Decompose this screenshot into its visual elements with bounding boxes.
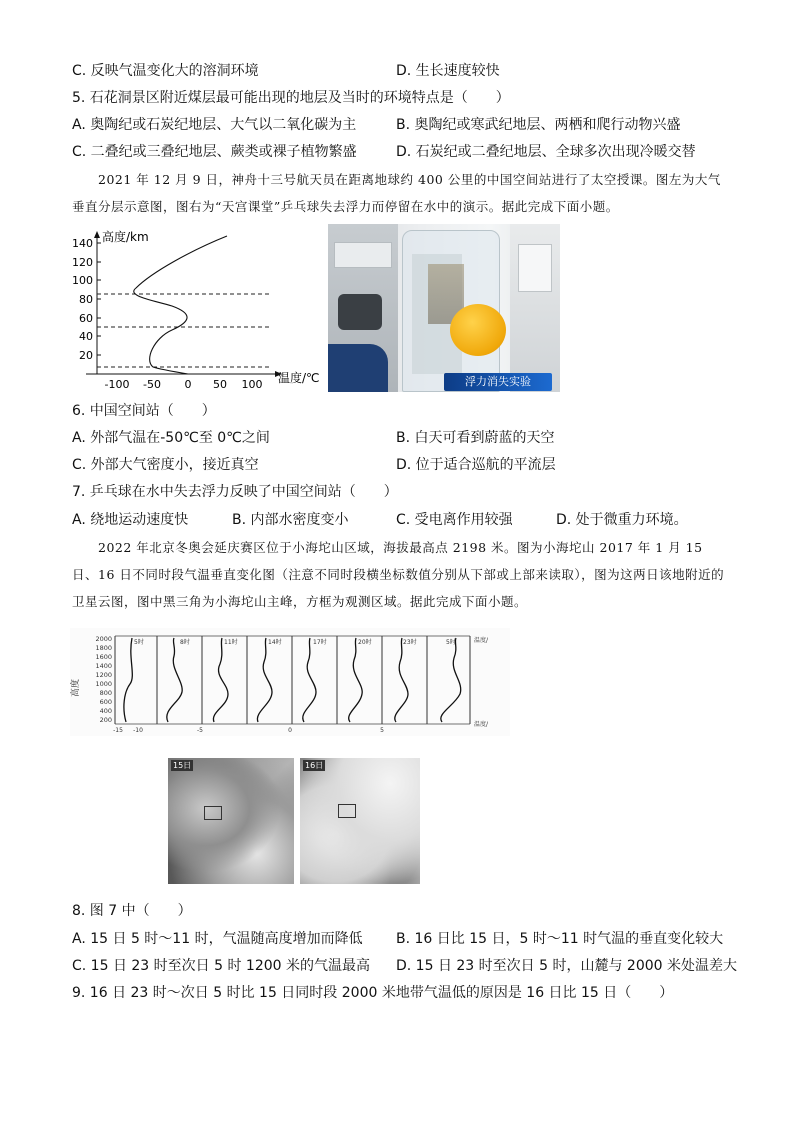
x-axis-label: 温度/℃ bbox=[278, 371, 320, 385]
y-tick: 40 bbox=[79, 330, 93, 343]
sat-label: 16日 bbox=[305, 761, 324, 770]
passage-1: 2021 年 12 月 9 日，神舟十三号航天员在距离地球约 400 公里的中国空间站进行了太空授课。图左为大气垂直分层示意图，图右为“天宫课堂”乒乓球失去浮力而停留在水中的演示。据此完成下面小题。 bbox=[72, 172, 721, 214]
satellite-image-16 bbox=[300, 758, 420, 884]
x-tick: 0 bbox=[288, 727, 292, 734]
y-tick: 200 bbox=[99, 716, 112, 724]
option-c: C. 受电离作用较强 bbox=[396, 512, 513, 528]
option-a: A. 绕地运动速度快 bbox=[72, 512, 189, 528]
photo-caption: 浮力消失实验 bbox=[444, 373, 552, 391]
option-b: B. 内部水密度变小 bbox=[232, 512, 349, 528]
x-tick: -100 bbox=[104, 378, 130, 391]
option-c: C. 二叠纪或三叠纪地层、蕨类或裸子植物繁盛 bbox=[72, 144, 357, 160]
panel-label: 11时 bbox=[224, 639, 238, 646]
option-d: D. 石炭纪或二叠纪地层、全球多次出现冷暖交替 bbox=[396, 144, 696, 160]
option-a: A. 外部气温在-50℃至 0℃之间 bbox=[72, 430, 270, 446]
question-6-stem: 6. 中国空间站（ ） bbox=[72, 403, 216, 419]
temperature-profile-line bbox=[134, 236, 227, 374]
y-tick: 2000 bbox=[95, 635, 112, 643]
panel-label: 17时 bbox=[313, 639, 327, 646]
x-tick: -5 bbox=[197, 727, 203, 734]
y-tick: 600 bbox=[99, 698, 112, 706]
observation-box bbox=[204, 806, 222, 820]
satellite-image-15 bbox=[168, 758, 294, 884]
right-axis-label: 温度/ bbox=[474, 721, 489, 728]
y-tick: 100 bbox=[72, 274, 93, 287]
y-tick: 60 bbox=[79, 312, 93, 325]
option-b: B. 白天可看到蔚蓝的天空 bbox=[396, 430, 555, 446]
y-tick: 140 bbox=[72, 237, 93, 250]
panel-label: 14时 bbox=[268, 639, 282, 646]
x-tick: -15 bbox=[113, 727, 123, 734]
panel-label: 5时 bbox=[134, 639, 144, 646]
ping-pong-ball bbox=[450, 304, 506, 356]
atmosphere-profile-chart bbox=[64, 226, 330, 394]
y-tick: 1800 bbox=[95, 644, 112, 652]
panel-label: 23时 bbox=[403, 639, 417, 646]
y-tick: 1000 bbox=[95, 680, 112, 688]
panel-label: 8时 bbox=[180, 639, 190, 646]
option-c: C. 外部大气密度小，接近真空 bbox=[72, 457, 259, 473]
option-d: D. 15 日 23 时至次日 5 时，山麓与 2000 米处温差大 bbox=[396, 958, 737, 974]
question-8-stem: 8. 图 7 中（ ） bbox=[72, 903, 192, 919]
question-9-stem: 9. 16 日 23 时～次日 5 时比 15 日同时段 2000 米地带气温低的原因是 16 日比 15 日（ ） bbox=[72, 985, 674, 1001]
x-tick: 50 bbox=[213, 378, 227, 391]
y-axis-label: 高度 bbox=[71, 678, 81, 698]
y-tick: 1400 bbox=[95, 662, 112, 670]
x-tick: -10 bbox=[133, 727, 143, 734]
y-tick: 20 bbox=[79, 349, 93, 362]
passage-2: 2022 年北京冬奥会延庆赛区位于小海坨山区域，海拔最高点 2198 米。图为小海坨山 2017 年 1 月 15 日、16 日不同时段气温垂直变化图（注意不同时段横坐标数值分别从下部或上部来读取），图为这两日该地附近的卫星云图，图中黑三角为小海坨山主峰，方框为观测区域。据此完成下面小题。 bbox=[72, 540, 725, 609]
sat-label: 15日 bbox=[173, 761, 192, 770]
option-a: A. 15 日 5 时～11 时，气温随高度增加而降低 bbox=[72, 931, 363, 947]
option-b: B. 奥陶纪或寒武纪地层、两栖和爬行动物兴盛 bbox=[396, 117, 681, 133]
observation-box bbox=[338, 804, 356, 818]
space-station-photo bbox=[328, 224, 560, 392]
option-b: B. 16 日比 15 日，5 时～11 时气温的垂直变化较大 bbox=[396, 931, 724, 947]
panel-label: 20时 bbox=[358, 639, 372, 646]
option-a: A. 奥陶纪或石炭纪地层、大气以二氧化碳为主 bbox=[72, 117, 357, 133]
y-axis-label: 高度/km bbox=[102, 230, 149, 244]
question-7-stem: 7. 乒乓球在水中失去浮力反映了中国空间站（ ） bbox=[72, 484, 398, 500]
y-tick: 1200 bbox=[95, 671, 112, 679]
x-tick: -50 bbox=[143, 378, 161, 391]
option-d: D. 处于微重力环境。 bbox=[556, 512, 688, 528]
option-c: C. 15 日 23 时至次日 5 时 1200 米的气温最高 bbox=[72, 958, 370, 974]
y-tick: 120 bbox=[72, 256, 93, 269]
right-axis-label: 温度/ bbox=[474, 637, 489, 644]
temperature-profiles-figure bbox=[70, 628, 510, 736]
x-tick: 0 bbox=[184, 378, 192, 391]
y-tick: 80 bbox=[79, 293, 93, 306]
y-tick: 400 bbox=[99, 707, 112, 715]
option-c: C. 反映气温变化大的溶洞环境 bbox=[72, 63, 259, 79]
y-tick: 800 bbox=[99, 689, 112, 697]
question-5-stem: 5. 石花洞景区附近煤层最可能出现的地层及当时的环境特点是（ ） bbox=[72, 90, 510, 106]
y-tick: 1600 bbox=[95, 653, 112, 661]
panel-label: 5时 bbox=[446, 639, 456, 646]
option-d: D. 生长速度较快 bbox=[396, 63, 500, 79]
x-tick: 5 bbox=[380, 727, 384, 734]
option-d: D. 位于适合巡航的平流层 bbox=[396, 457, 556, 473]
x-tick: 100 bbox=[241, 378, 263, 391]
